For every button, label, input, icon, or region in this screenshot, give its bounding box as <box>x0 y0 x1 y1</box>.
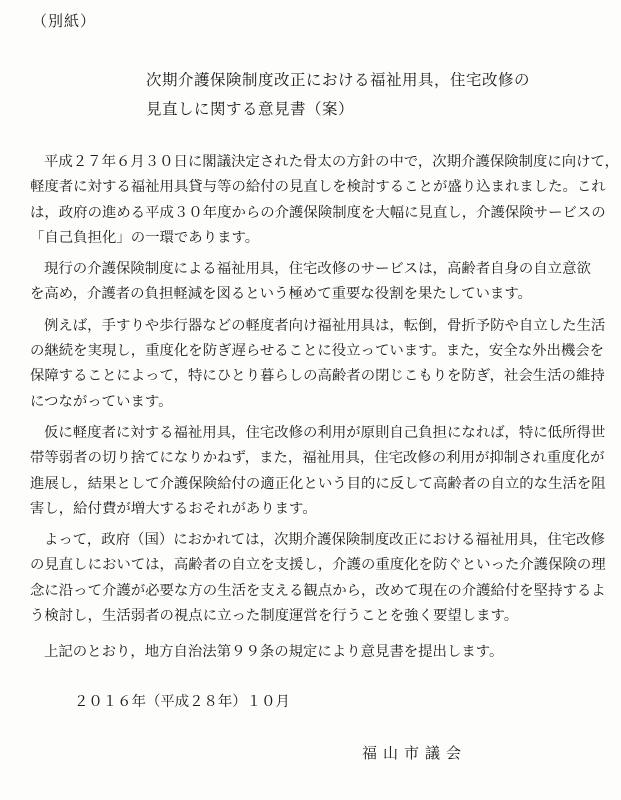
paragraph-line: 害し，給付費が増大するおそれがあります。 <box>30 500 317 517</box>
paragraph-line: を高め，介護者の負担軽減を図るという極めて重要な役割を果たしています。 <box>30 286 532 303</box>
paragraph-line: につながっています。 <box>30 393 173 410</box>
paragraph-line: は，政府の進める平成３０年度からの介護保険制度を大幅に見直し，介護保険サービスの <box>30 204 606 221</box>
paragraph-3 <box>30 314 612 415</box>
document-body <box>30 150 620 635</box>
paragraph-line: 念に沿って介護が必要な方の生活を支える観点から，改めて現在の介護給付を堅持するよ <box>30 582 606 599</box>
paragraph-line: 例えば，手すりや歩行器などの軽度者向け福祉用具は，転倒，骨折予防や自立した生活 <box>44 317 606 334</box>
paragraph-4 <box>30 421 612 522</box>
document-date: ２０１６年（平成２８年）１０月 <box>74 694 290 710</box>
paragraph-5 <box>30 528 612 629</box>
paragraph-line: の継続を実現し，重度化を防ぎ遅らせることに役立っています。また，安全な外出機会を <box>30 343 605 360</box>
title-line-1: 次期介護保険制度改正における福祉用具，住宅改修の <box>146 71 531 89</box>
attachment-label: （別紙） <box>32 12 97 30</box>
paragraph-line: 進展し，結果として介護保険給付の適正化という目的に反して高齢者の自立的な生活を阻 <box>30 475 606 492</box>
paragraph-line: 平成２７年６月３０日に閣議決定された骨太の方針の中で，次期介護保険制度に向けて， <box>44 154 620 170</box>
signer-name: 福山市議会 <box>362 744 468 762</box>
paragraph-1 <box>30 150 620 251</box>
paragraph-line: 保障することによって，特にひとり暮らしの高齢者の閉じこもりを防ぎ，社会生活の維持 <box>30 368 605 385</box>
closing-statement: 上記のとおり，地方自治法第９９条の規定により意見書を提出します。 <box>44 644 504 660</box>
document-title <box>146 66 530 124</box>
paragraph-line: よって，政府（国）におかれては，次期介護保険制度改正における福祉用具，住宅改修 <box>44 532 605 549</box>
paragraph-line: 現行の介護保険制度による福祉用具，住宅改修のサービスは，高齢者自身の自立意欲 <box>44 261 591 278</box>
paragraph-line: 「自己負担化」の一環であります。 <box>30 229 260 246</box>
paragraph-line: 仮に軽度者に対する福祉用具，住宅改修の利用が原則自己負担になれば，特に低所得世 <box>44 424 606 441</box>
paragraph-line: の見直しにおいては，高齢者の自立を支援し，介護の重度化を防ぐといった介護保険の理 <box>30 557 606 574</box>
paragraph-2 <box>30 257 612 308</box>
paragraph-line: う検討し，生活弱者の視点に立った制度運営を行うことを強く要望します。 <box>30 608 519 625</box>
paragraph-line: 帯等弱者の切り捨てになりかねず，また，福祉用具，住宅改修の利用が抑制され重度化が <box>30 450 605 467</box>
paragraph-line: 軽度者に対する福祉用具貸与等の給付の見直しを検討することが盛り込まれました。これ <box>30 179 606 196</box>
title-line-2: 見直しに関する意見書（案） <box>146 100 355 118</box>
